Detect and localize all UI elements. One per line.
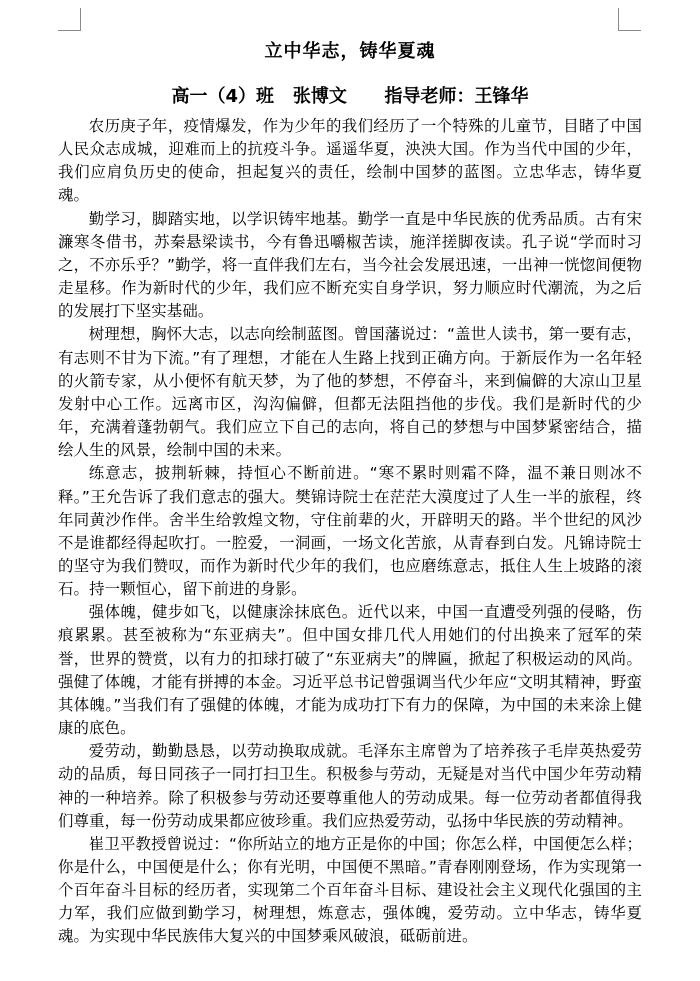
paragraph-study: 勤学习，脚踏实地，以学识铸牢地基。勤学一直是中华民族的优秀品质。古有宋濂寒冬借书，苏秦悬梁读书，今有鲁迅嚼椒苦读，施洋搓脚夜读。孔子说“学而时习之，不亦乐乎？”勤学，将一直伴我们左右，当今社会发展迅速，一出神一恍惚间便物走星移。作为新时代的少年，我们应不断充实自身学识，努力顺应时代潮流，为之后的发展打下坚实基础。 <box>58 209 642 321</box>
page-corner-mark-right <box>618 8 641 31</box>
paragraph-conclusion: 崔卫平教授曾说过：“你所站立的地方正是你的中国；你怎么样，中国便怎么样；你是什么，中国便是什么；你有光明，中国便不黑暗。”青春刚刚登场，作为实现第一个百年奋斗目标的经历者，实现第二个百年奋斗目标、建设社会主义现代化强国的主力军，我们应做到勤学习，树理想，炼意志，强体魄，爱劳动。立中华志，铸华夏魂。为实现中华民族伟大复兴的中国梦乘风破浪，砥砺前进。 <box>58 834 642 946</box>
essay-title: 立中华志，铸华夏魂 <box>264 41 436 62</box>
paragraph-intro: 农历庚子年，疫情爆发，作为少年的我们经历了一个特殊的儿童节，目睹了中国人民众志成城，迎难而上的抗疫斗争。遥遥华夏，泱泱大国。作为当代中国的少年，我们应肩负历史的使命，担起复兴的责任，绘制中国梦的蓝图。立忠华志，铸华夏魂。 <box>58 117 642 205</box>
essay-body <box>58 115 642 949</box>
byline <box>58 85 642 109</box>
paragraph-labor: 爱劳动，勤勤恳恳，以劳动换取成就。毛泽东主席曾为了培养孩子毛岸英热爱劳动的品质，每日同孩子一同打扫卫生。积极参与劳动，无疑是对当代中国少年劳动精神的一种培养。除了积极参与劳动还要尊重他人的劳动成果。每一位劳动者都值得我们尊重，每一份劳动成果都应彼珍重。我们应热爱劳动，弘扬中华民族的劳动精神。 <box>58 742 642 830</box>
advisor-name: 指导老师：王锋华 <box>384 86 529 107</box>
paragraph-ideal: 树理想，胸怀大志，以志向绘制蓝图。曾国藩说过：“盖世人读书，第一要有志，有志则不甘为下流。”有了理想，才能在人生路上找到正确方向。于新辰作为一名年轻的火箭专家，从小便怀有航天梦，为了他的梦想，不停奋斗，来到偏僻的大凉山卫星发射中心工作。远离市区，沟沟偏僻，但都无法阻挡他的步伐。我们是新时代的少年，充满着蓬勃朝气。我们应立下自己的志向，将自己的梦想与中国梦紧密结合，描绘人生的风景，绘制中国的未来。 <box>58 325 642 460</box>
page-corner-mark-left <box>58 8 81 31</box>
class-name: 高一（4）班 <box>171 86 275 107</box>
paragraph-willpower: 练意志，披荆斩棘，持恒心不断前进。“寒不累时则霜不降，温不兼日则冰不释。”王允告诉了我们意志的强大。樊锦诗院士在茫茫大漠度过了人生一半的旅程，终年同黄沙作伴。舍半生给敦煌文物，守住前辈的火，开辟明天的路。半个世纪的风沙不是谁都经得起吹打。一腔爱，一洞画，一场文化苦旅，从青春到白发。凡锦诗院士的坚守为我们赞叹，而作为新时代少年的我们，也应磨练意志，抵住人生上坡路的滚石。持一颗恒心，留下前进的身影。 <box>58 464 642 599</box>
author-name: 张博文 <box>292 86 347 107</box>
paragraph-physique: 强体魄，健步如飞，以健康涂抹底色。近代以来，中国一直遭受列强的侵略，伤痕累累。甚至被称为“东亚病夫”。但中国女排几代人用她们的付出换来了冠军的荣誉，世界的赞赏，以有力的扣球打破了“东亚病夫”的牌匾，掀起了积极运动的风尚。强健了体魄，才能有拼搏的本金。习近平总书记曾强调当代少年应“文明其精神，野蛮其体魄。”当我们有了强健的体魄，才能为成功打下有力的保障，为中国的未来涂上健康的底色。 <box>58 603 642 738</box>
